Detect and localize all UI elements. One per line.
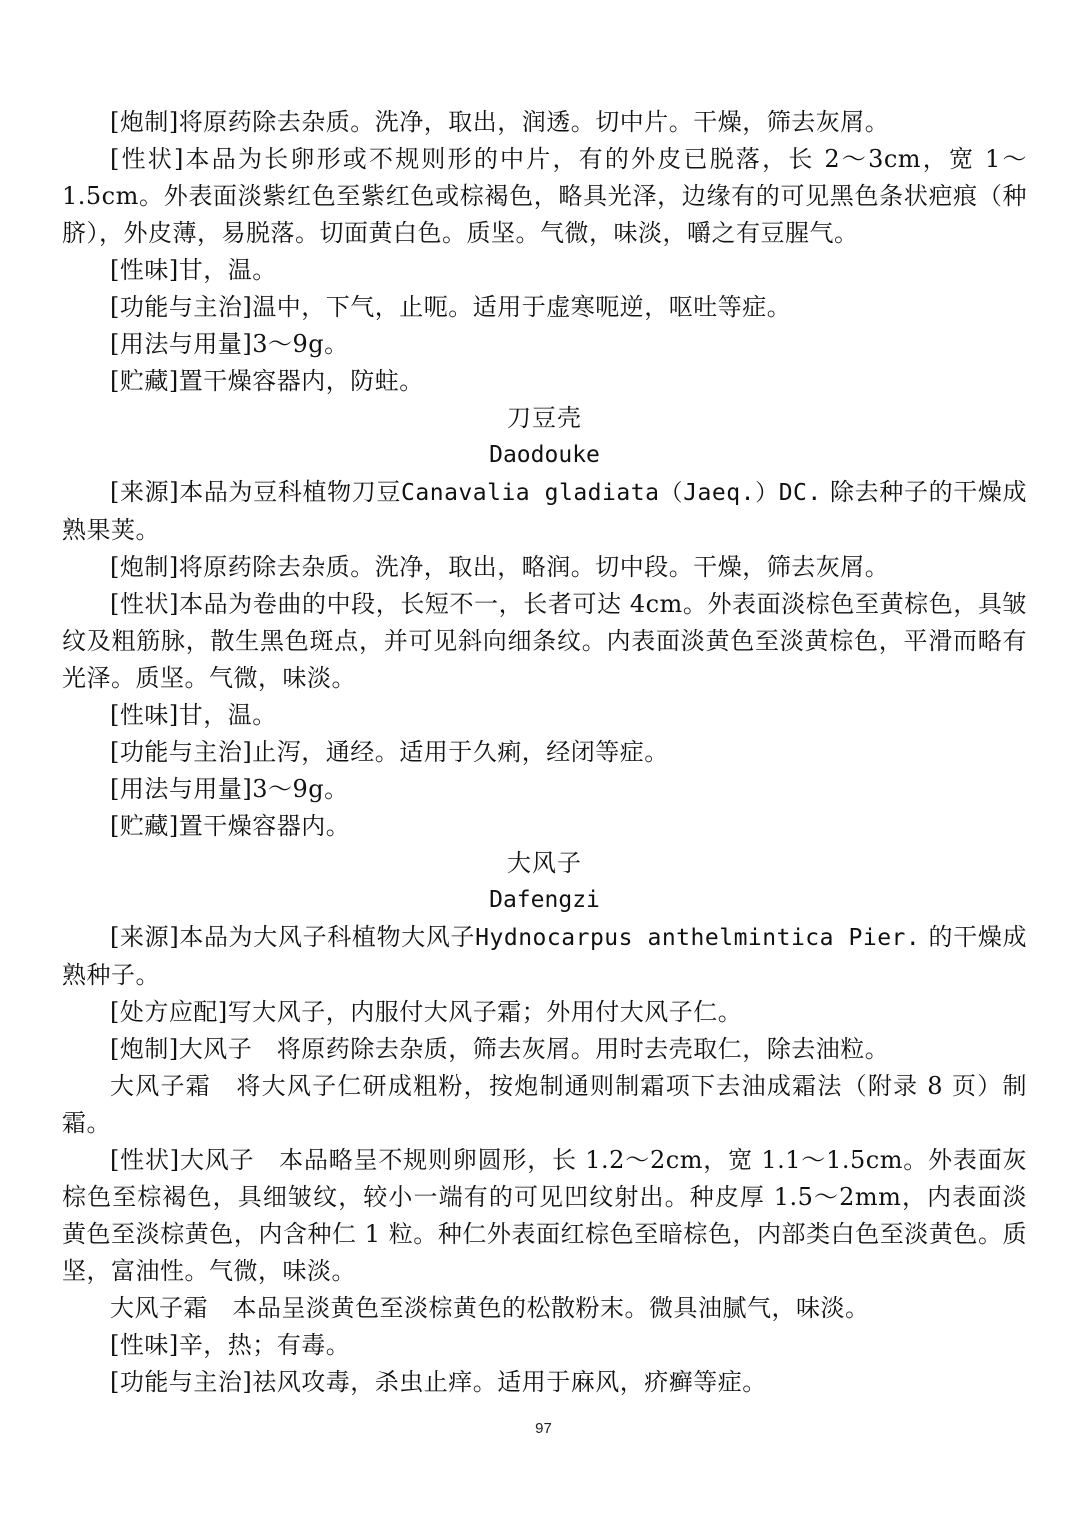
paozhi-paragraph: [炮制]将原药除去杂质。洗净，取出，略润。切中段。干燥，筛去灰屑。 — [110, 553, 890, 581]
laiyuan-text: [来源]本品为大风子科植物大风子 — [110, 923, 476, 951]
gongneng-paragraph: [功能与主治]止泻，通经。适用于久痢，经闭等症。 — [110, 738, 669, 766]
yongfa-paragraph: [用法与用量]3～9g。 — [110, 775, 349, 803]
laiyuan-text-end: 除去种子的干燥成熟果荚。 — [62, 478, 1027, 544]
page-number: 97 — [535, 1420, 552, 1437]
laiyuan-paragraph — [62, 919, 1027, 994]
xingzhuang-paragraph: [性状]大风子 本品略呈不规则卵圆形，长 1.2～2cm，宽 1.1～1.5cm。外表面灰棕色至棕褐色，具细皱纹，较小一端有的可见凹纹射出。种皮厚 1.5～2mm，内表面淡黄色至淡棕黄色，内含种仁 1 粒。种仁外表面红棕色至暗棕色，内部类白色至淡黄色。质坚，富油性。气微，味淡。 — [62, 1146, 1027, 1285]
yongfa-paragraph: [用法与用量]3～9g。 — [110, 330, 349, 358]
latin-name: Canavalia gladiata（Jaeq.）DC. — [401, 480, 822, 506]
zhucang-paragraph: [贮藏]置干燥容器内，防蛀。 — [110, 367, 424, 395]
entry-pinyin-daodouke: Daodouke — [489, 442, 600, 468]
laiyuan-text: [来源]本品为豆科植物刀豆 — [110, 478, 402, 506]
laiyuan-text-end: 的干燥成熟种子。 — [62, 923, 1028, 989]
chufang-paragraph: [处方应配]写大风子，内服付大风子霜；外用付大风子仁。 — [110, 998, 743, 1026]
entry-title-dafengzi: 大风子 — [507, 849, 582, 877]
entry-pinyin-dafengzi: Dafengzi — [489, 887, 600, 913]
xingzhuang-paragraph: [性状]本品为长卵形或不规则形的中片，有的外皮已脱落，长 2～3cm，宽 1～1.5cm。外表面淡紫红色至紫红色或棕褐色，略具光泽，边缘有的可见黑色条状疤痕（种脐），外皮薄，易脱落。切面黄白色。质坚。气微，味淡，嚼之有豆腥气。 — [62, 145, 1027, 247]
laiyuan-paragraph — [62, 474, 1027, 549]
zhucang-paragraph: [贮藏]置干燥容器内。 — [110, 812, 351, 840]
xingwei-paragraph: [性味]甘，温。 — [110, 256, 277, 284]
page-body — [62, 104, 1027, 1401]
latin-name: Hydnocarpus anthelmintica Pier. — [475, 925, 921, 951]
xingzhuang-paragraph-shuang: 大风子霜 本品呈淡黄色至淡棕黄色的松散粉末。微具油腻气，味淡。 — [110, 1294, 870, 1322]
xingwei-paragraph: [性味]甘，温。 — [110, 701, 277, 729]
xingwei-paragraph: [性味]辛，热；有毒。 — [110, 1331, 351, 1359]
gongneng-paragraph: [功能与主治]祛风攻毒，杀虫止痒。适用于麻风，疥癣等症。 — [110, 1368, 767, 1396]
entry-title-daodouke: 刀豆壳 — [507, 404, 582, 432]
gongneng-paragraph: [功能与主治]温中，下气，止呃。适用于虚寒呃逆，呕吐等症。 — [110, 293, 792, 321]
paozhi-paragraph: [炮制]大风子 将原药除去杂质，筛去灰屑。用时去壳取仁，除去油粒。 — [110, 1035, 890, 1063]
paozhi-paragraph-shuang: 大风子霜 将大风子仁研成粗粉，按炮制通则制霜项下去油成霜法（附录 8 页）制霜。 — [62, 1072, 1027, 1137]
xingzhuang-paragraph: [性状]本品为卷曲的中段，长短不一，长者可达 4cm。外表面淡棕色至黄棕色，具皱纹及粗筋脉，散生黑色斑点，并可见斜向细条纹。内表面淡黄色至淡黄棕色，平滑而略有光泽。质坚。气微，味淡。 — [62, 590, 1027, 692]
paozhi-paragraph: [炮制]将原药除去杂质。洗净，取出，润透。切中片。干燥，筛去灰屑。 — [110, 108, 890, 136]
